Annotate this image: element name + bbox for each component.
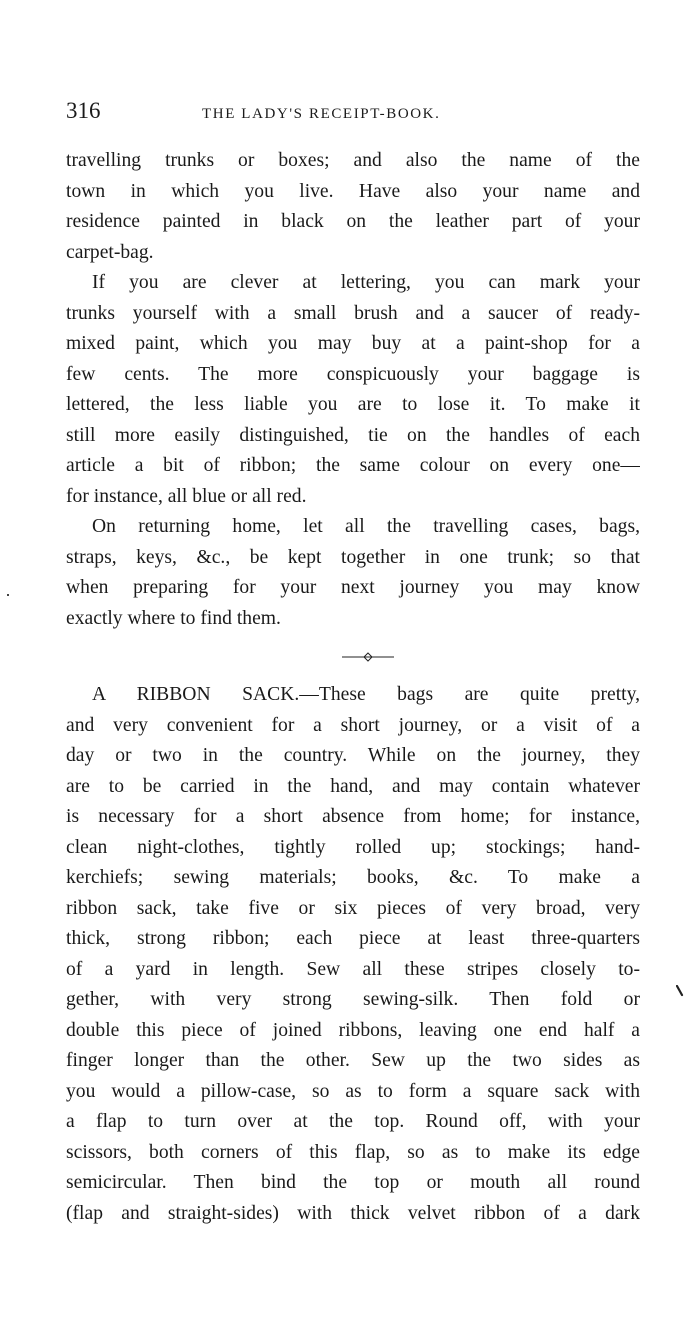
text-line: (flap and straight-sides) with thick velvet ribbon of a dark: [66, 1202, 640, 1224]
book-page: [66, 98, 640, 1229]
text-line: for instance, all blue or all red.: [66, 485, 307, 507]
margin-mark-icon: [676, 985, 684, 999]
text-line: semicircular. Then bind the top or mouth all round: [66, 1172, 640, 1193]
paragraph-3: [66, 512, 640, 634]
running-title: THE LADY'S RECEIPT-BOOK.: [202, 106, 441, 122]
text-line: when preparing for your next journey you may know: [66, 577, 640, 598]
text-line: gether, with very strong sewing-silk. Then fold or: [66, 989, 640, 1010]
text-line: day or two in the country. While on the journey, they: [66, 745, 640, 766]
text-line: thick, strong ribbon; each piece at least three-quarters: [66, 928, 640, 949]
text-line: double this piece of joined ribbons, leaving one end half a: [66, 1019, 640, 1041]
text-line: straps, keys, &c., be kept together in one trunk; so that: [66, 546, 640, 568]
running-head: [66, 98, 640, 132]
text-line: article a bit of ribbon; the same colour on every one—: [66, 455, 640, 476]
text-line: is necessary for a short absence from home; for instance,: [66, 806, 640, 827]
text-line: town in which you live. Have also your name and: [66, 180, 640, 202]
text-line: few cents. The more conspicuously your baggage is: [66, 363, 640, 385]
paragraph-2: [66, 268, 640, 512]
text-line: you would a pillow-case, so as to form a square sack with: [66, 1080, 640, 1102]
text-line: clean night-clothes, tightly rolled up; stockings; hand-: [66, 836, 640, 858]
recipe-ribbon-sack: [66, 680, 640, 1229]
text-line: a flap to turn over at the top. Round off, with your: [66, 1111, 640, 1132]
text-line: On returning home, let all the travelling cases, bags,: [92, 516, 640, 537]
text-line: mixed paint, which you may buy at a paint-shop for a: [66, 333, 640, 354]
text-line: scissors, both corners of this flap, so as to make its edge: [66, 1141, 640, 1163]
text-line: are to be carried in the hand, and may contain whatever: [66, 775, 640, 797]
page-number: 316: [66, 98, 101, 123]
text-line: If you are clever at lettering, you can mark your: [92, 272, 640, 293]
text-line: residence painted in black on the leather part of your: [66, 211, 640, 232]
text-line: kerchiefs; sewing materials; books, &c. To make a: [66, 867, 640, 888]
margin-speck: [7, 594, 9, 596]
text-line: still more easily distinguished, tie on the handles of each: [66, 424, 640, 446]
text-line: travelling trunks or boxes; and also the name of the: [66, 150, 640, 171]
text-line: exactly where to find them.: [66, 607, 281, 629]
section-divider-ornament: [96, 634, 640, 680]
text-line: ribbon sack, take five or six pieces of very broad, very: [66, 897, 640, 919]
text-line: carpet-bag.: [66, 241, 154, 263]
text-line: of a yard in length. Sew all these stripes closely to-: [66, 958, 640, 980]
paragraph-1: [66, 146, 640, 268]
text-line: and very convenient for a short journey, or a visit of a: [66, 714, 640, 736]
text-line: trunks yourself with a small brush and a saucer of ready-: [66, 302, 640, 324]
diamond-rule-icon: [340, 652, 396, 662]
text-line: lettered, the less liable you are to lose it. To make it: [66, 394, 640, 415]
text-line: finger longer than the other. Sew up the two sides as: [66, 1050, 640, 1071]
recipe-heading-line: A RIBBON SACK.—These bags are quite pretty,: [92, 684, 640, 705]
